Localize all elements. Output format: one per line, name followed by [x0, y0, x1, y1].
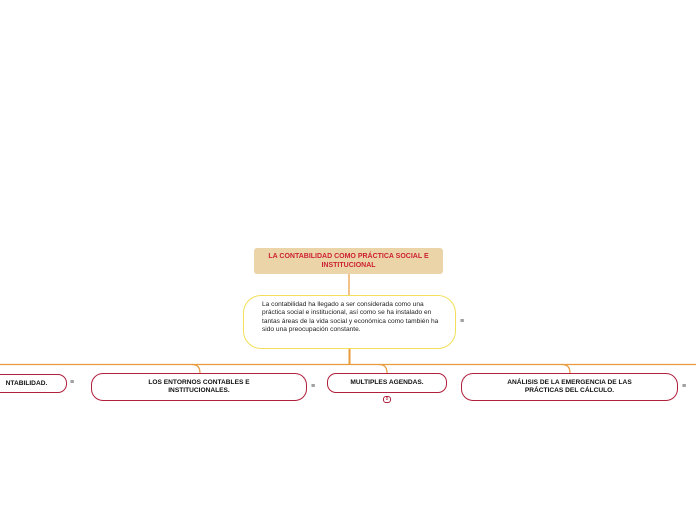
description-text: La contabilidad ha llegado a ser considerada como una práctica social e institucional, así como se ha instalado en tantas áreas de la vida social y económica como también ha sido una preocupación constante. [262, 301, 439, 334]
connector-to-child-4 [562, 365, 570, 374]
root-topic-title: LA CONTABILIDAD COMO PRÁCTICA SOCIAL E INSTITUCIONAL [268, 253, 429, 269]
child-2-notes-icon[interactable]: ≡ [311, 383, 316, 390]
child-node-label: ANÁLISIS DE LA EMERGENCIA DE LAS PRÁCTICAS DEL CÁLCULO. [507, 379, 632, 394]
child-1-notes-icon[interactable]: ≡ [70, 379, 75, 386]
child-node-contabilidad[interactable] [0, 374, 67, 393]
child-node-label: LOS ENTORNOS CONTABLES E INSTITUCIONALES. [148, 379, 250, 394]
child-node-entornos[interactable] [91, 373, 307, 401]
connector-to-child-2 [192, 365, 200, 374]
child-node-analisis[interactable] [461, 373, 678, 401]
child-node-label: NTABILIDAD. [5, 379, 48, 387]
child-node-multiples-agendas[interactable] [327, 373, 447, 393]
child-4-notes-icon[interactable]: ≡ [682, 383, 687, 390]
collapsed-count-badge[interactable]: 8 [383, 396, 391, 403]
description-node[interactable] [243, 295, 456, 349]
child-node-label: MULTIPLES AGENDAS. [350, 379, 424, 386]
root-topic-node[interactable] [254, 248, 443, 274]
description-notes-icon[interactable]: ≡ [460, 318, 465, 325]
connector-to-child-3 [379, 365, 387, 374]
